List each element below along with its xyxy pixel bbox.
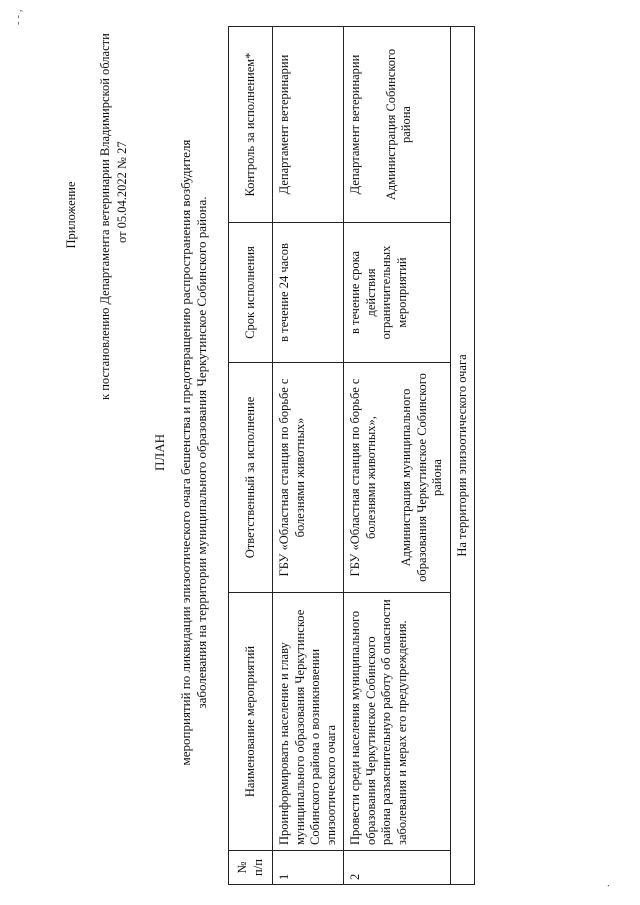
row-control bbox=[273, 27, 344, 223]
plan-subtitle-line-1: мероприятий по ликвидации эпизоотического очага бешенства и предотвращению распространения возбудителя bbox=[178, 139, 193, 766]
header-name: Наименование мероприятий bbox=[229, 593, 273, 851]
table-section-row bbox=[450, 27, 475, 885]
row-responsible-org: ГБУ «Областная станция по борьбе с болезнями животных» bbox=[277, 378, 307, 577]
scan-speck: - - , bbox=[12, 9, 24, 25]
row-responsible bbox=[344, 363, 451, 593]
table-header-row bbox=[229, 27, 273, 885]
appendix-title: Приложение bbox=[64, 181, 78, 249]
plan-title: ПЛАН bbox=[152, 434, 167, 471]
row-responsible bbox=[273, 363, 344, 593]
row-responsible-admin: Администрация муниципального образования Черкутинское Собинского района bbox=[399, 373, 444, 582]
row-name: Провести среди населения муниципального образования Черкутинское Собинского района разъяснительную работу об опасности заболевания и мерах его предупреждения. bbox=[344, 593, 451, 851]
row-name: Проинформировать население и главу муниципального образования Черкутинское Собинского района о возникновении эпизоотического очага bbox=[273, 593, 344, 851]
section-title: На территории эпизоотического очага bbox=[450, 27, 475, 885]
scan-speck: . bbox=[600, 884, 612, 887]
plan-table bbox=[228, 26, 475, 885]
row-responsible-org: ГБУ «Областная станция по борьбе с болезнями животных», bbox=[348, 378, 378, 577]
row-num: 2 bbox=[344, 851, 451, 885]
row-control-primary: Департамент ветеринарии bbox=[277, 54, 291, 195]
header-responsible: Ответственный за исполнение bbox=[229, 363, 273, 593]
appendix-decree-line: к постановлению Департамента ветеринарии Владимирской области bbox=[98, 33, 112, 400]
plan-subtitle bbox=[178, 30, 210, 875]
row-deadline: в течение 24 часов bbox=[273, 223, 344, 363]
row-control bbox=[344, 27, 451, 223]
row-control-secondary: Администрация Собинского района bbox=[383, 48, 413, 201]
plan-subtitle-line-2: заболевания на территории муниципального образования Черкутинское Собинского района. bbox=[194, 196, 209, 709]
header-num: № п/п bbox=[229, 851, 273, 885]
row-num: 1 bbox=[273, 851, 344, 885]
header-control: Контроль за исполнением* bbox=[229, 27, 273, 223]
appendix-date-line: от 05.04.2022 № 27 bbox=[115, 141, 129, 243]
table-row bbox=[273, 27, 344, 885]
row-deadline: в течение срока действия ограничительных мероприятий bbox=[344, 223, 451, 363]
row-control-primary: Департамент ветеринарии bbox=[348, 54, 362, 195]
table-row bbox=[344, 27, 451, 885]
header-deadline: Срок исполнения bbox=[229, 223, 273, 363]
